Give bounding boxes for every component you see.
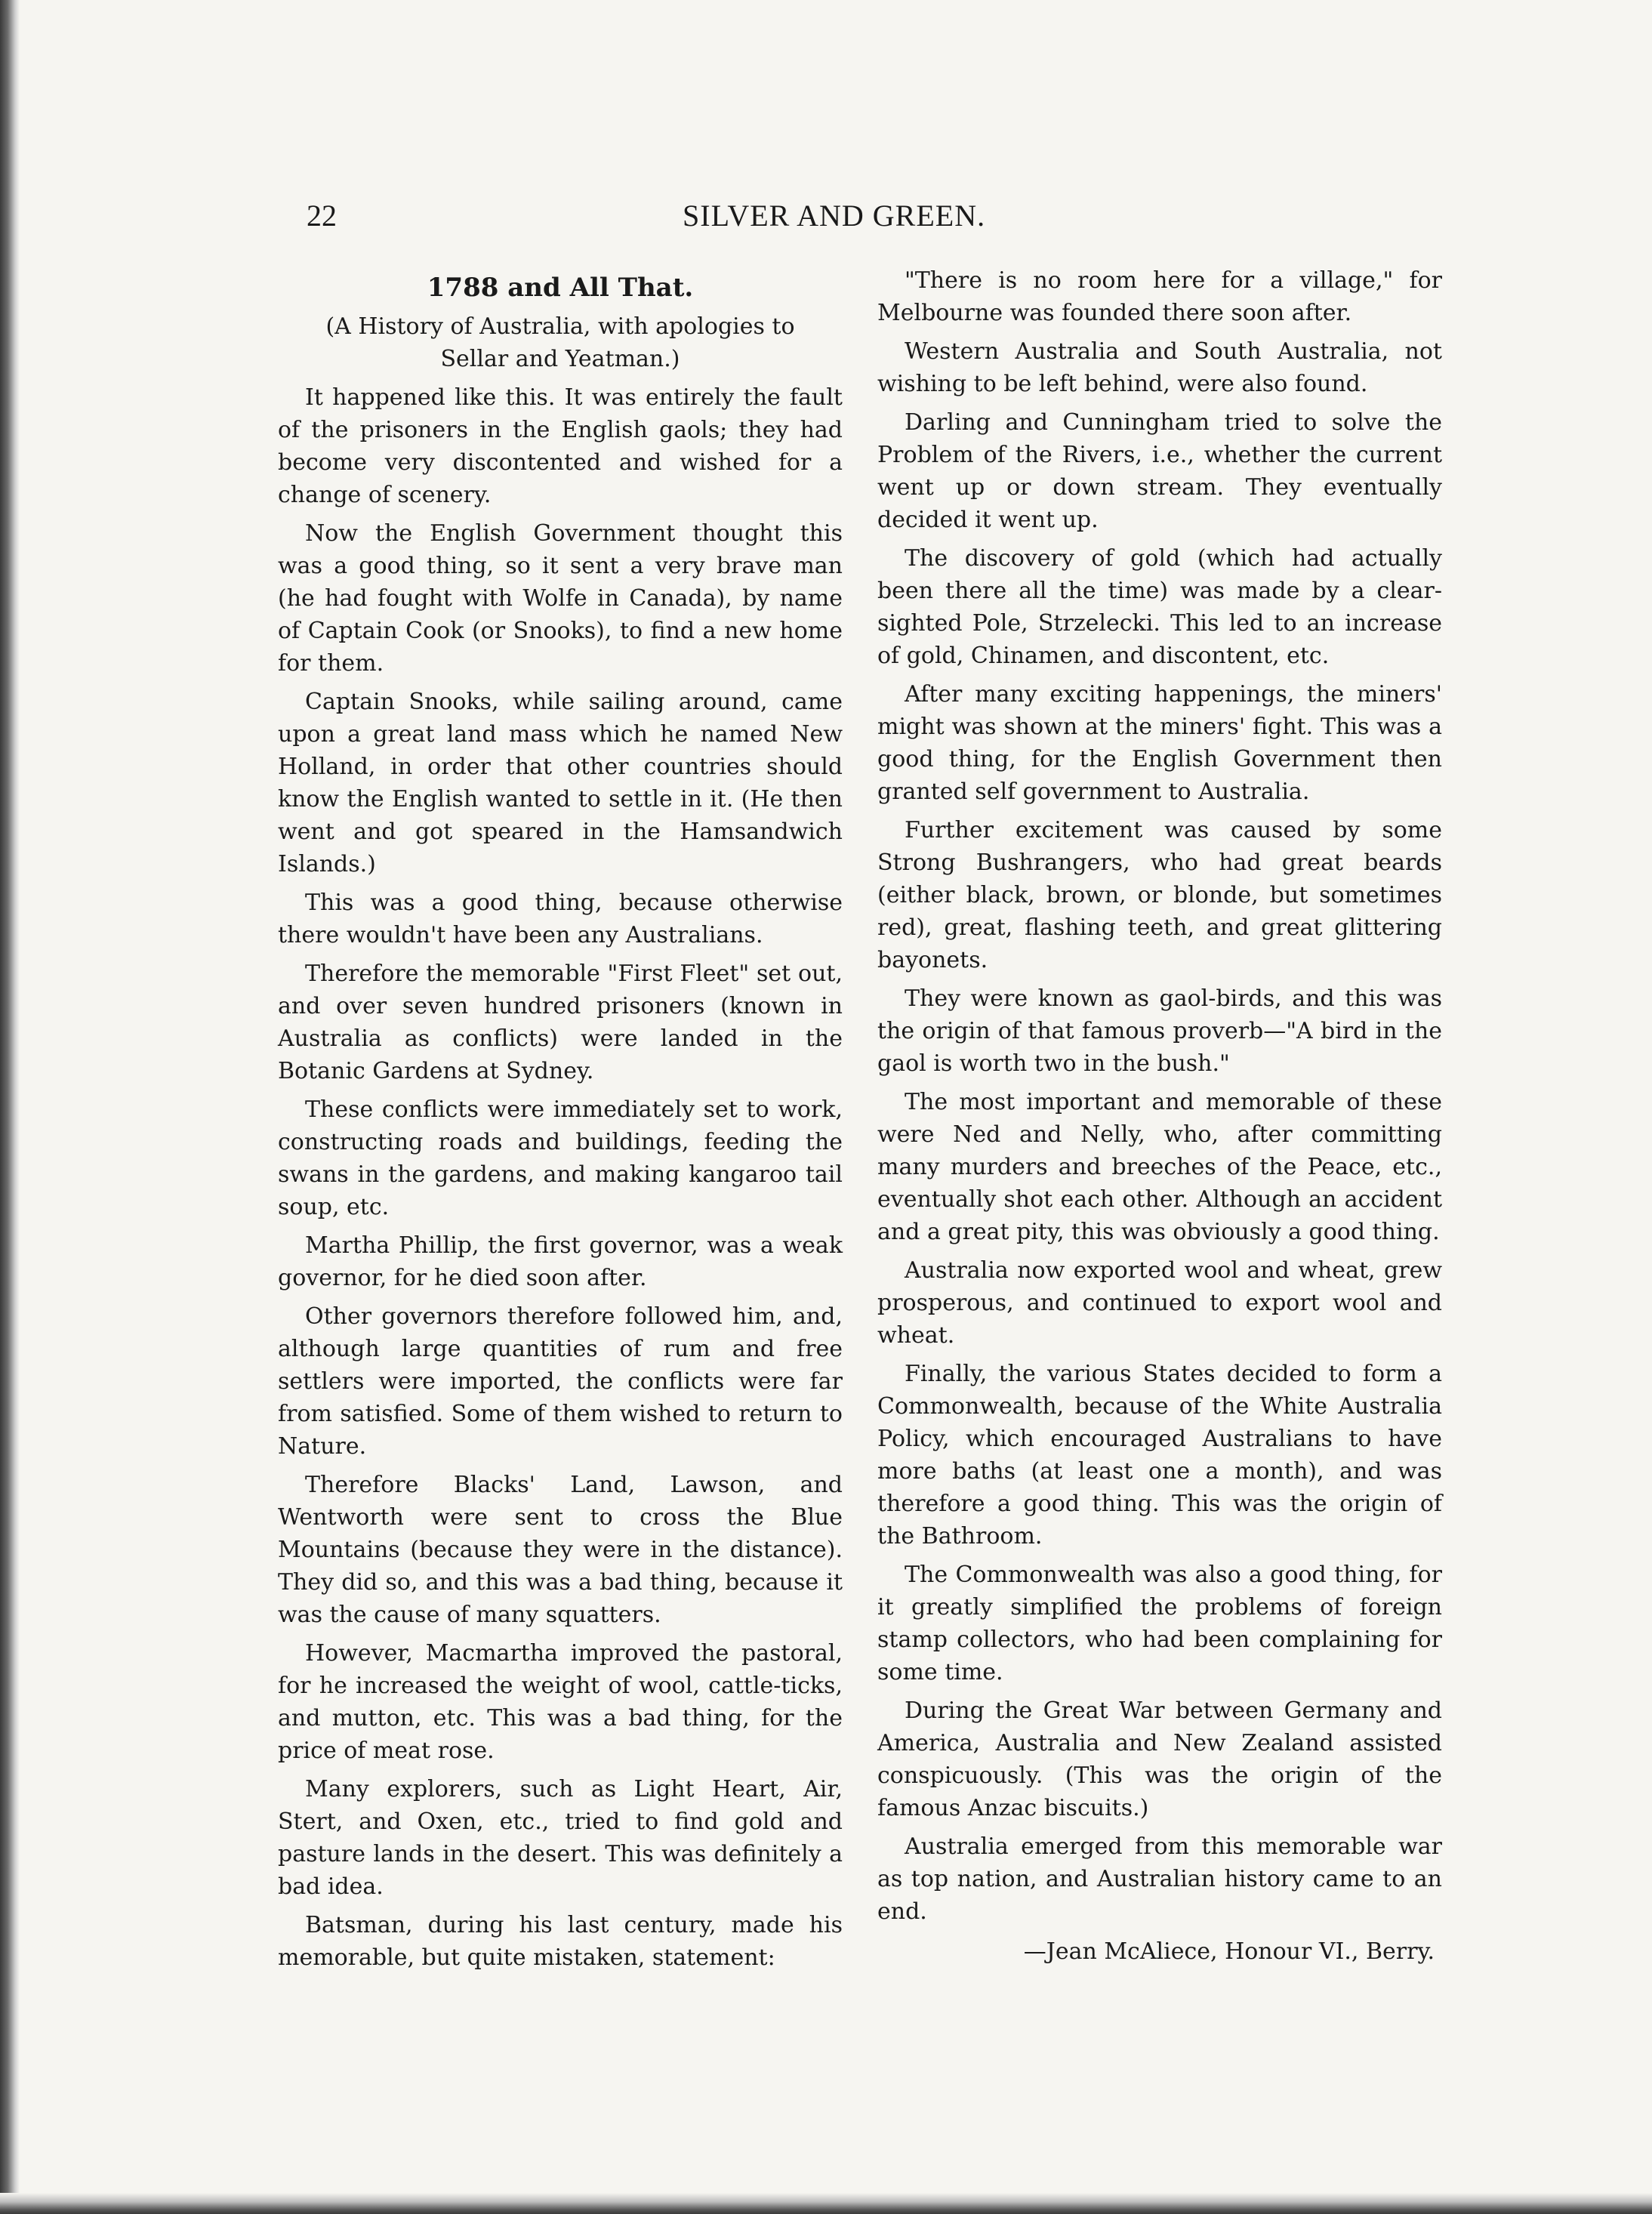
paragraph: It happened like this. It was entirely the fault of the prisoners in the English gaols; they had become very discontented and wished for a change of scenery.	[278, 384, 843, 508]
paragraph: They were known as gaol-birds, and this was the origin of that famous proverb—"A bird in the gaol is worth two in the bush."	[877, 985, 1442, 1077]
paragraph: These conflicts were immediately set to work, constructing roads and buildings, feeding the swans in the gardens, and making kangaroo tail soup, etc.	[278, 1096, 843, 1220]
right-column	[877, 264, 1442, 1968]
paragraph: Many explorers, such as Light Heart, Air, Stert, and Oxen, etc., tried to find gold and pasture lands in the desert. This was definitely a bad idea.	[278, 1776, 843, 1900]
paragraph: Martha Phillip, the first governor, was a weak governor, for he died soon after.	[278, 1232, 843, 1291]
paragraph: Australia now exported wool and wheat, grew prosperous, and continued to export wool and wheat.	[877, 1257, 1442, 1349]
right-paragraphs	[877, 264, 1442, 1928]
paragraph: However, Macmartha improved the pastoral, for he increased the weight of wool, cattle-ticks, and mutton, etc. This was a bad thing, for the price of meat rose.	[278, 1640, 843, 1764]
paragraph: Now the English Government thought this was a good thing, so it sent a very brave man (he had fought with Wolfe in Canada), by name of Captain Cook (or Snooks), to find a new home for them.	[278, 520, 843, 677]
paragraph: Other governors therefore followed him, and, although large quantities of rum and free settlers were imported, the conflicts were far from satisfied. Some of them wished to return to Nature.	[278, 1303, 843, 1460]
page-bottom-edge	[0, 2193, 1652, 2214]
paragraph: The Commonwealth was also a good thing, for it greatly simplified the problems of foreign stamp collectors, who had been complaining for some time.	[877, 1562, 1442, 1685]
paragraph: Western Australia and South Australia, not wishing to be left behind, were also found.	[877, 338, 1442, 397]
paragraph: "There is no room here for a village," for Melbourne was founded there soon after.	[877, 267, 1442, 326]
left-column	[278, 272, 843, 1980]
paragraph: Further excitement was caused by some Strong Bushrangers, who had great beards (either black, brown, or blonde, but sometimes red), great, flashing teeth, and great glittering bayonets.	[877, 817, 1442, 973]
running-header: SILVER AND GREEN.	[683, 199, 986, 233]
paragraph: During the Great War between Germany and America, Australia and New Zealand assisted conspicuously. (This was the origin of the famous Anzac biscuits.)	[877, 1698, 1442, 1821]
page-number: 22	[307, 199, 337, 233]
paragraph: Australia emerged from this memorable war as top nation, and Australian history came to an end.	[877, 1833, 1442, 1925]
paragraph: The discovery of gold (which had actually been there all the time) was made by a clear-sighted Pole, Strzelecki. This led to an increase of gold, Chinamen, and discontent, etc.	[877, 545, 1442, 669]
paragraph: After many exciting happenings, the miners' might was shown at the miners' fight. This was a good thing, for the English Government then granted self government to Australia.	[877, 681, 1442, 805]
paragraph: Batsman, during his last century, made his memorable, but quite mistaken, statement:	[278, 1912, 843, 1971]
page-binding-edge	[0, 0, 20, 2214]
article-subtitle: (A History of Australia, with apologies to Sellar and Yeatman.)	[325, 313, 795, 372]
paragraph: The most important and memorable of these were Ned and Nelly, who, after committing many murders and breeches of the Peace, etc., eventually shot each other. Although an accident and a great pity, this was obviously a good thing.	[877, 1089, 1442, 1245]
paragraph: Finally, the various States decided to form a Commonwealth, because of the White Australia Policy, which encouraged Australians to have more baths (at least one a month), and was therefore a good thing. This was the origin of the Bathroom.	[877, 1361, 1442, 1549]
paragraph: Captain Snooks, while sailing around, came upon a great land mass which he named New Holland, in order that other countries should know the English wanted to settle in it. (He then went and got speared in the Hamsandwich Islands.)	[278, 689, 843, 877]
paragraph: Therefore Blacks' Land, Lawson, and Wentworth were sent to cross the Blue Mountains (because they were in the distance). They did so, and this was a bad thing, because it was the cause of many squatters.	[278, 1472, 843, 1628]
paragraph: Darling and Cunningham tried to solve the Problem of the Rivers, i.e., whether the current went up or down stream. They eventually decided it went up.	[877, 409, 1442, 533]
article-title: 1788 and All That.	[427, 273, 694, 303]
byline: —Jean McAliece, Honour VI., Berry.	[1023, 1938, 1435, 1965]
left-paragraphs	[278, 381, 843, 1974]
paragraph: This was a good thing, because otherwise there wouldn't have been any Australians.	[278, 890, 843, 948]
paragraph: Therefore the memorable "First Fleet" set out, and over seven hundred prisoners (known in Australia as conflicts) were landed in the Botanic Gardens at Sydney.	[278, 961, 843, 1084]
